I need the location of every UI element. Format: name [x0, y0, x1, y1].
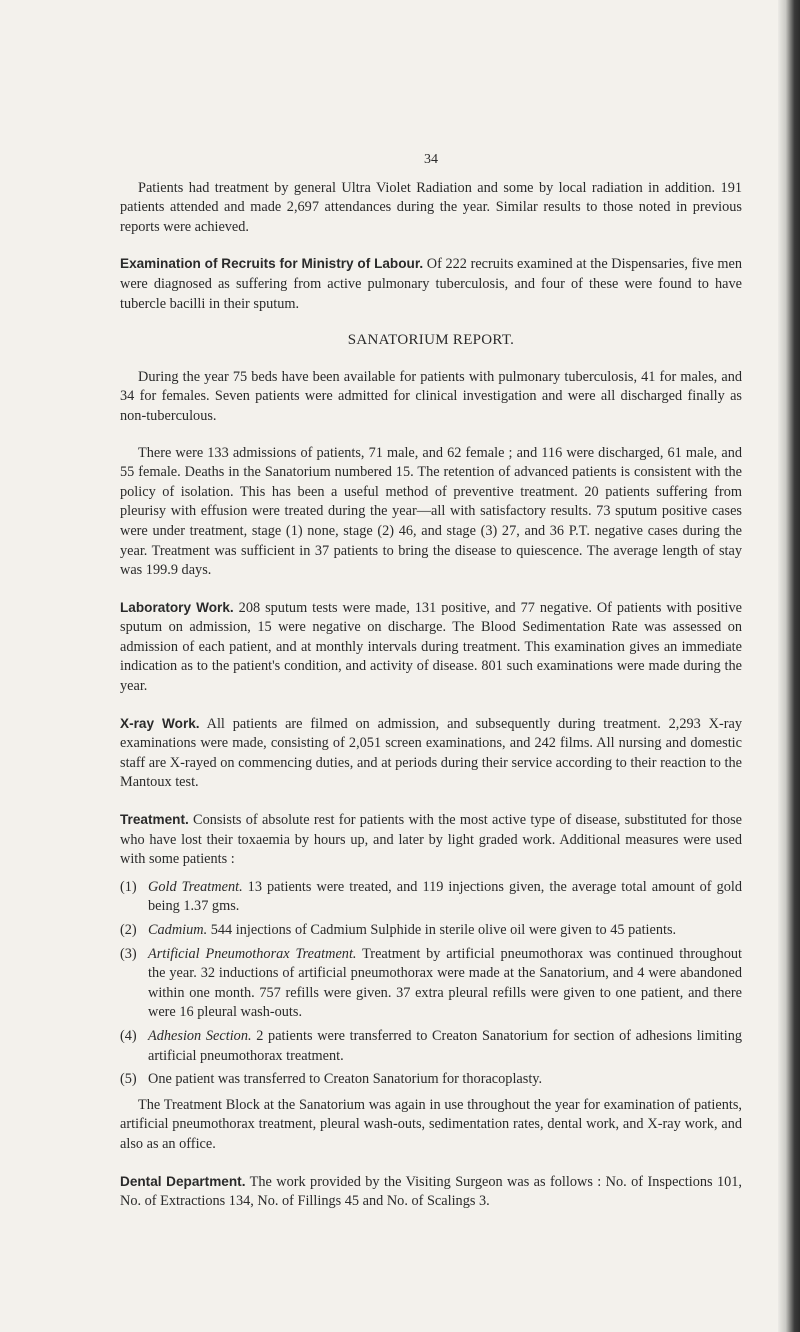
document-page [120, 150, 742, 1229]
treatment-item-cadmium [120, 921, 742, 941]
xray-heading: X-ray Work. [120, 715, 200, 731]
item-text: 544 injections of Cadmium Sulphide in sterile olive oil were given to 45 patients. [207, 922, 677, 938]
dental-text: The work provided by the Visiting Surgeon was as follows : No. of Inspections 101, No. of Extractions 134, No. of Fillings 45 and No. of Scalings 3. [120, 1173, 742, 1210]
item-text: 13 patients were treated, and 119 injections given, the average total amount of gold being 1.37 gms. [148, 878, 742, 915]
laboratory-text: 208 sputum tests were made, 131 positive, and 77 negative. Of patients with positive sputum on admission, 15 were negative on discharge. The Blood Sedimentation Rate was assessed on admission of each patient, and at monthly intervals during treatment. This examination gives an immediate indication as to the patient's condition, and activity of disease. 801 such examinations were made during the year. [120, 599, 743, 695]
treatment-list [120, 878, 742, 1090]
item-number: (1) [120, 878, 137, 895]
paragraph-dental [120, 1172, 742, 1212]
laboratory-heading: Laboratory Work. [120, 599, 234, 615]
treatment-item-gold [120, 878, 742, 917]
item-number: (5) [120, 1071, 137, 1088]
treatment-heading: Treatment. [120, 812, 189, 828]
paragraph-ultra-violet: Patients had treatment by general Ultra Violet Radiation and some by local radiation in addition. 191 patients attended and made 2,697 attendances during the year. Similar results to those noted in previous reports were achieved. [120, 179, 742, 235]
paragraph-treatment-block: The Treatment Block at the Sanatorium was again in use throughout the year for examination of patients, artificial pneumothorax treatment, pleural wash-outs, sedimentation rates, dental work, and X-ray work, and also as an office. [120, 1096, 742, 1152]
paragraph-laboratory [120, 598, 742, 697]
xray-text: All patients are filmed on admission, and subsequently during treatment. 2,293 X-ray examinations were made, consisting of 2,051 screen examinations, and 242 films. All nursing and domestic staff are X-rayed on commencing duties, and at periods during their service according to their reaction to the Mantoux test. [120, 715, 743, 791]
item-title: Cadmium. [148, 922, 208, 938]
item-title: Artificial Pneumothorax Treatment. [148, 945, 357, 962]
item-number: (4) [120, 1027, 137, 1044]
recruits-heading: Examination of Recruits for Ministry of Labour. [120, 256, 424, 272]
treatment-item-pneumothorax [120, 945, 742, 1023]
item-number: (3) [120, 945, 137, 962]
item-text: 2 patients were transferred to Creaton Sanatorium for section of adhesions limiting artificial pneumothorax treatment. [148, 1027, 742, 1064]
dental-heading: Dental Department. [120, 1173, 246, 1189]
page-number: 34 [424, 152, 438, 167]
recruits-text: Of 222 recruits examined at the Dispensaries, five men were diagnosed as suffering from active pulmonary tuberculosis, and four of these were found to have tubercle bacilli in their sputum. [120, 256, 743, 312]
item-number: (2) [120, 922, 137, 938]
paragraph-xray [120, 714, 742, 793]
treatment-item-thoracoplasty [120, 1070, 742, 1090]
paragraph-recruits [120, 254, 742, 314]
treatment-item-adhesion [120, 1027, 742, 1066]
sanatorium-report-heading: SANATORIUM REPORT. [347, 332, 515, 349]
page-edge-shadow [778, 0, 800, 1332]
paragraph-treatment [120, 810, 742, 870]
item-title: Gold Treatment. [148, 878, 243, 895]
paragraph-admissions: There were 133 admissions of patients, 71 male, and 62 female ; and 116 were discharged, 61 male, and 55 female. Deaths in the Sanatorium numbered 15. The retention of advanced patients is consistent with the policy of isolation. This has been a useful method of preventive treatment. 20 patients suffering from pleurisy with effusion were treated during the year—all with satisfactory results. 73 sputum positive cases were under treatment, stage (1) none, stage (2) 46, and stage (3) 27, and 36 P.T. negative cases during the year. Treatment was sufficient in 37 patients to bring the disease to quiescence. The average length of stay was 199.9 days. [120, 444, 742, 579]
item-text: One patient was transferred to Creaton Sanatorium for thoracoplasty. [148, 1071, 543, 1088]
treatment-text: Consists of absolute rest for patients with the most active type of disease, substituted for those who have lost their toxaemia by hours up, and later by light graded work. Additional measures were used with some patients : [120, 812, 742, 868]
item-title: Adhesion Section. [148, 1027, 252, 1044]
item-text: Treatment by artificial pneumothorax was continued throughout the year. 32 inductions of artificial pneumothorax were made at the Sanatorium, and 4 were abandoned within one month. 757 refills were given. 37 extra pleural refills were given to one patient, and there were 16 pleural wash-outs. [148, 945, 742, 1021]
paragraph-beds: During the year 75 beds have been available for patients with pulmonary tuberculosis, 41 for males, and 34 for females. Seven patients were admitted for clinical investigation and were all discharged finally as non-tuberculous. [120, 368, 742, 424]
